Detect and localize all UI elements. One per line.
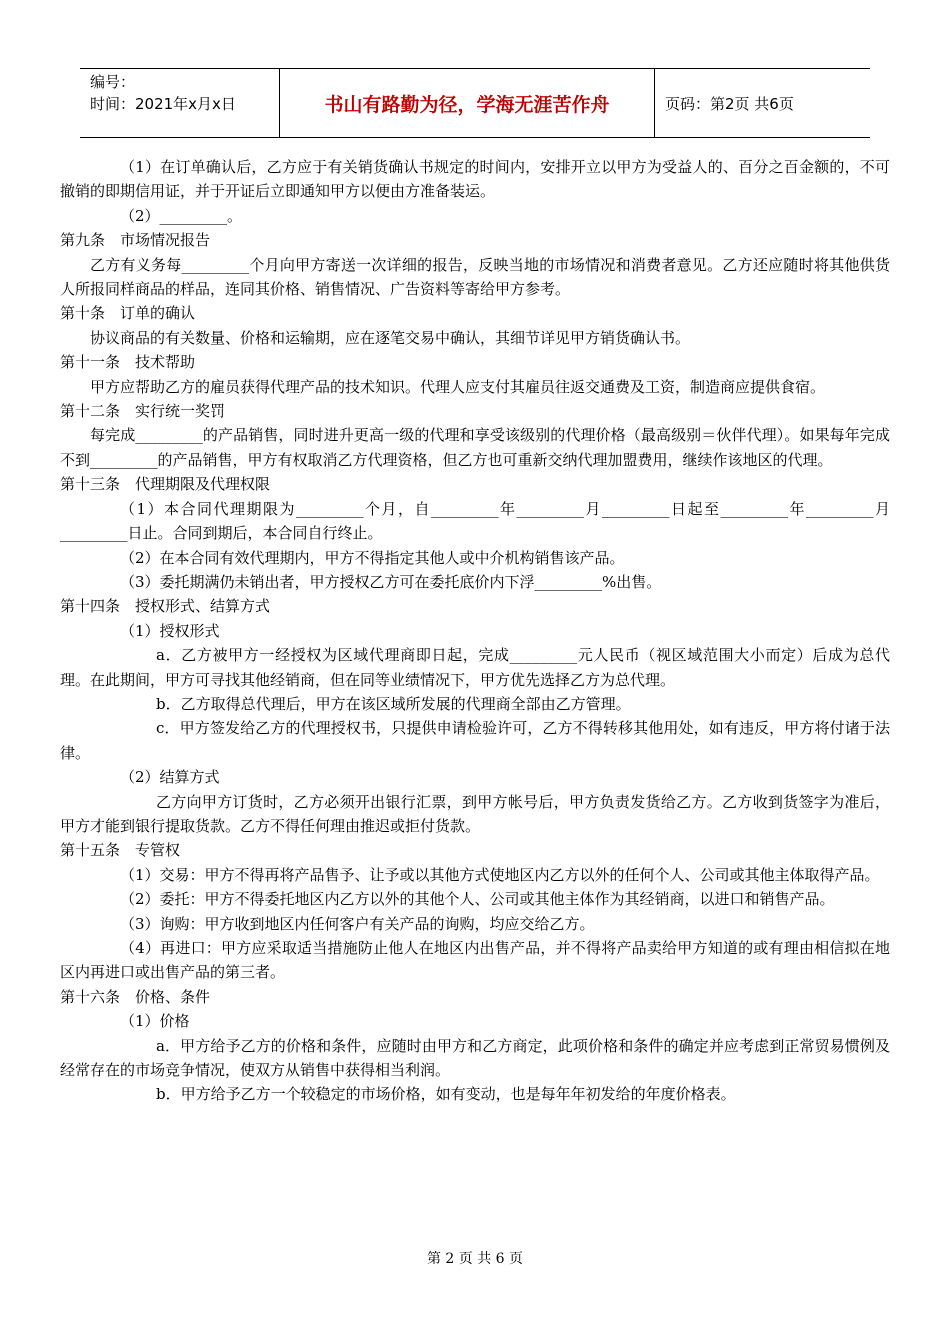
section-heading: 第十三条 代理期限及代理权限	[60, 475, 271, 494]
paragraph: c．甲方签发给乙方的代理授权书，只提供申请检验许可，乙方不得转移其他用处，如有违反，甲方将付诸于法律。	[60, 719, 890, 762]
paragraph: 甲方应帮助乙方的雇员获得代理产品的技术知识。代理人应支付其雇员往返交通费及工资，制造商应提供食宿。	[90, 377, 826, 396]
header-date: 时间：2021年x月x日	[90, 95, 236, 113]
paragraph: （2）_________。	[120, 206, 243, 225]
section-heading: 第十条 订单的确认	[60, 304, 196, 323]
paragraph: （1）本合同代理期限为_________个月，自_________年_________月_________日起至_________年_________月_________日止。合同到期后，本合同自行终止。	[60, 499, 890, 543]
section-heading: 第十五条 专管权	[60, 841, 181, 860]
section-heading: 第十一条 技术帮助	[60, 353, 196, 372]
paragraph: （1）在订单确认后，乙方应于有关销货确认书规定的时间内，安排开立以甲方为受益人的、百分之百金额的，不可撤销的即期信用证，并于开证后立即通知甲方以便由方准备装运。	[60, 158, 890, 201]
paragraph: （2）在本合同有效代理期内，甲方不得指定其他人或中介机构销售该产品。	[120, 548, 625, 567]
page-header	[80, 68, 870, 138]
paragraph: 乙方有义务每_________个月向甲方寄送一次详细的报告，反映当地的市场情况和消费者意见。乙方还应随时将其他供货人所报同样商品的样品，连同其价格、销售情况、广告资料等寄给甲方参考。	[60, 255, 890, 299]
paragraph: （3）询购：甲方收到地区内任何客户有关产品的询购，均应交给乙方。	[120, 914, 595, 933]
section-heading: 第十四条 授权形式、结算方式	[60, 597, 271, 616]
paragraph: b．甲方给予乙方一个较稳定的市场价格，如有变动，也是每年年初发给的年度价格表。	[156, 1085, 736, 1104]
document-body	[60, 155, 890, 1107]
paragraph: （3）委托期满仍未销出者，甲方授权乙方可在委托底价内下浮_________%出售。	[120, 572, 662, 591]
sub-heading: （1）价格	[120, 1012, 190, 1031]
paragraph: （1）交易：甲方不得再将产品售予、让予或以其他方式使地区内乙方以外的任何个人、公司或其他主体取得产品。	[120, 865, 880, 884]
paragraph: （2）委托：甲方不得委托地区内乙方以外的其他个人、公司或其他主体作为其经销商，以进口和销售产品。	[120, 890, 835, 909]
section-heading: 第九条 市场情况报告	[60, 231, 211, 250]
section-heading: 第十二条 实行统一奖罚	[60, 402, 226, 421]
sub-heading: （2）结算方式	[120, 768, 220, 787]
page-footer: 第 2 页 共 6 页	[426, 1251, 524, 1267]
paragraph: （4）再进口：甲方应采取适当措施防止他人在地区内出售产品，并不得将产品卖给甲方知道的或有理由相信拟在地区内再进口或出售产品的第三者。	[60, 939, 890, 982]
sub-heading: （1）授权形式	[120, 621, 220, 640]
header-motto: 书山有路勤为径，学海无涯苦作舟	[280, 69, 655, 137]
paragraph: 每完成_________的产品销售，同时进升更高一级的代理和享受该级别的代理价格（最高级别＝伙伴代理）。如果每年完成不到_________的产品销售，甲方有权取消乙方代理资格，但乙方也可重新交纳代理加盟费用，继续作该地区的代理。	[60, 426, 890, 469]
paragraph: a．乙方被甲方一经授权为区域代理商即日起，完成_________元人民币（视区域范围大小而定）后成为总代理。在此期间，甲方可寻找其他经销商，但在同等业绩情况下，甲方优先选择乙方为总代理。	[60, 646, 890, 689]
paragraph: 乙方向甲方订货时，乙方必须开出银行汇票，到甲方帐号后，甲方负责发货给乙方。乙方收到货签字为准后，甲方才能到银行提取货款。乙方不得任何理由推迟或拒付货款。	[60, 792, 890, 835]
section-heading: 第十六条 价格、条件	[60, 987, 211, 1006]
paragraph: 协议商品的有关数量、价格和运输期，应在逐笔交易中确认，其细节详见甲方销货确认书。	[90, 328, 691, 347]
header-meta	[80, 69, 280, 137]
serial-number: 编号：	[90, 73, 136, 91]
paragraph: b．乙方取得总代理后，甲方在该区域所发展的代理商全部由乙方管理。	[156, 694, 631, 713]
header-page-number: 页码：第2页 共6页	[665, 94, 794, 113]
paragraph: a．甲方给予乙方的价格和条件，应随时由甲方和乙方商定，此项价格和条件的确定并应考虑到正常贸易惯例及经常存在的市场竞争情况，使双方从销售中获得相当利润。	[60, 1036, 890, 1080]
